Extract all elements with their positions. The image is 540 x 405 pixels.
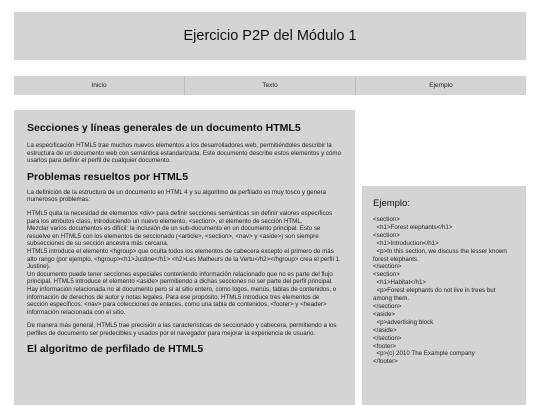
main-article bbox=[14, 110, 355, 405]
summary-paragraph: De manera más general, HTML5 trae precisión a las características de seccionado y cabecera, permitiendo a los perfiles de documento ser predecibles y usados por el navegador para mejorar la experiencia de usuario. bbox=[27, 322, 337, 337]
main-nav bbox=[14, 76, 526, 95]
problem-line: Hay información relacionada no al documento pero sí al sitio entero, como logos, menús, tablas de contenidos, o información de derechos de autor y notas legales. Para ese propósito, HTML5 introduce tres elementos de sección específicos: <nav> para colecciones de enlaces, como una tabla de contenidos, <footer> y <header> información relacionada con el sitio. bbox=[27, 285, 337, 316]
main-heading: Secciones y líneas generales de un documento HTML5 bbox=[27, 122, 301, 134]
algorithm-heading: El algoritmo de perfilado de HTML5 bbox=[27, 343, 204, 356]
problems-paragraph: La definición de la estructura de un documento en HTML 4 y su algoritmo de perfilado es muy tosco y genera numerosos problemas: bbox=[27, 188, 326, 204]
problem-line: Un documento puede tener secciones especiales conteniendo información relacionado que no es parte del flujo principal. HTML5 introduce el elemento <aside> permitiendo a dichas secciones no ser parte del perfil principal. bbox=[27, 270, 333, 286]
nav-item-texto[interactable]: Texto bbox=[185, 76, 356, 95]
problem-line: HTML5 introduce el elemento <hgroup> que oculta todos los elementos de cabecera excepto el primero de más alto rango (por ejemplo, <hgroup><h1>Justine</h1> <h2>Les Malheurs de la Vertu</h2></hgroup> crea el perfil 1. Justine). bbox=[27, 247, 341, 271]
nav-item-ejemplo[interactable]: Ejemplo bbox=[429, 82, 453, 89]
page-header bbox=[14, 12, 526, 60]
problems-heading: Problemas resueltos por HTML5 bbox=[27, 170, 189, 183]
page-title: Ejercicio P2P del Módulo 1 bbox=[183, 28, 357, 44]
problem-line: HTML5 quita la necesidad de elementos <div> para definir secciones semánticas sin definir valores específicos para los atributos class, introduciendo un nuevo elemento, <section>, el elemento de sección HTML. bbox=[27, 209, 333, 225]
intro-paragraph: La especificación HTML5 trae muchos nuevos elementos a los desarrolladores web, permitiéndoles describir la estructura de un documento web con semántica estandarizada. Este documento describe estos elementos y cómo usarlos para definir el perfil de cualquier documento. bbox=[27, 142, 342, 165]
nav-item-inicio[interactable]: Inicio bbox=[14, 76, 185, 95]
example-heading: Ejemplo: bbox=[373, 198, 410, 209]
example-aside bbox=[362, 186, 526, 405]
example-code: <section> <h1>Forest elephants</h1> <section> <h1>Introduction</h1> <p>In this section, we discuss the lesser known forest elephants. </section> <section> <h1>Habitat</h1> <p>Forest elephants do not live in trees but among them. </section> <aside> <p>advertising block </aside> </section> <footer> <p>(c) 2010 The Example company </footer> bbox=[373, 216, 507, 366]
problems-list bbox=[27, 210, 342, 316]
problem-line: Mezclar varios documentos es difícil: la inclusión de un sub-documento en un documento principal. Esto se resuelve en HTML5 con los elementos de seccionado (<article>, <section>, <nav> y <aside>) son siempre subsecciones de su sección ancestra más cercana. bbox=[27, 225, 321, 248]
